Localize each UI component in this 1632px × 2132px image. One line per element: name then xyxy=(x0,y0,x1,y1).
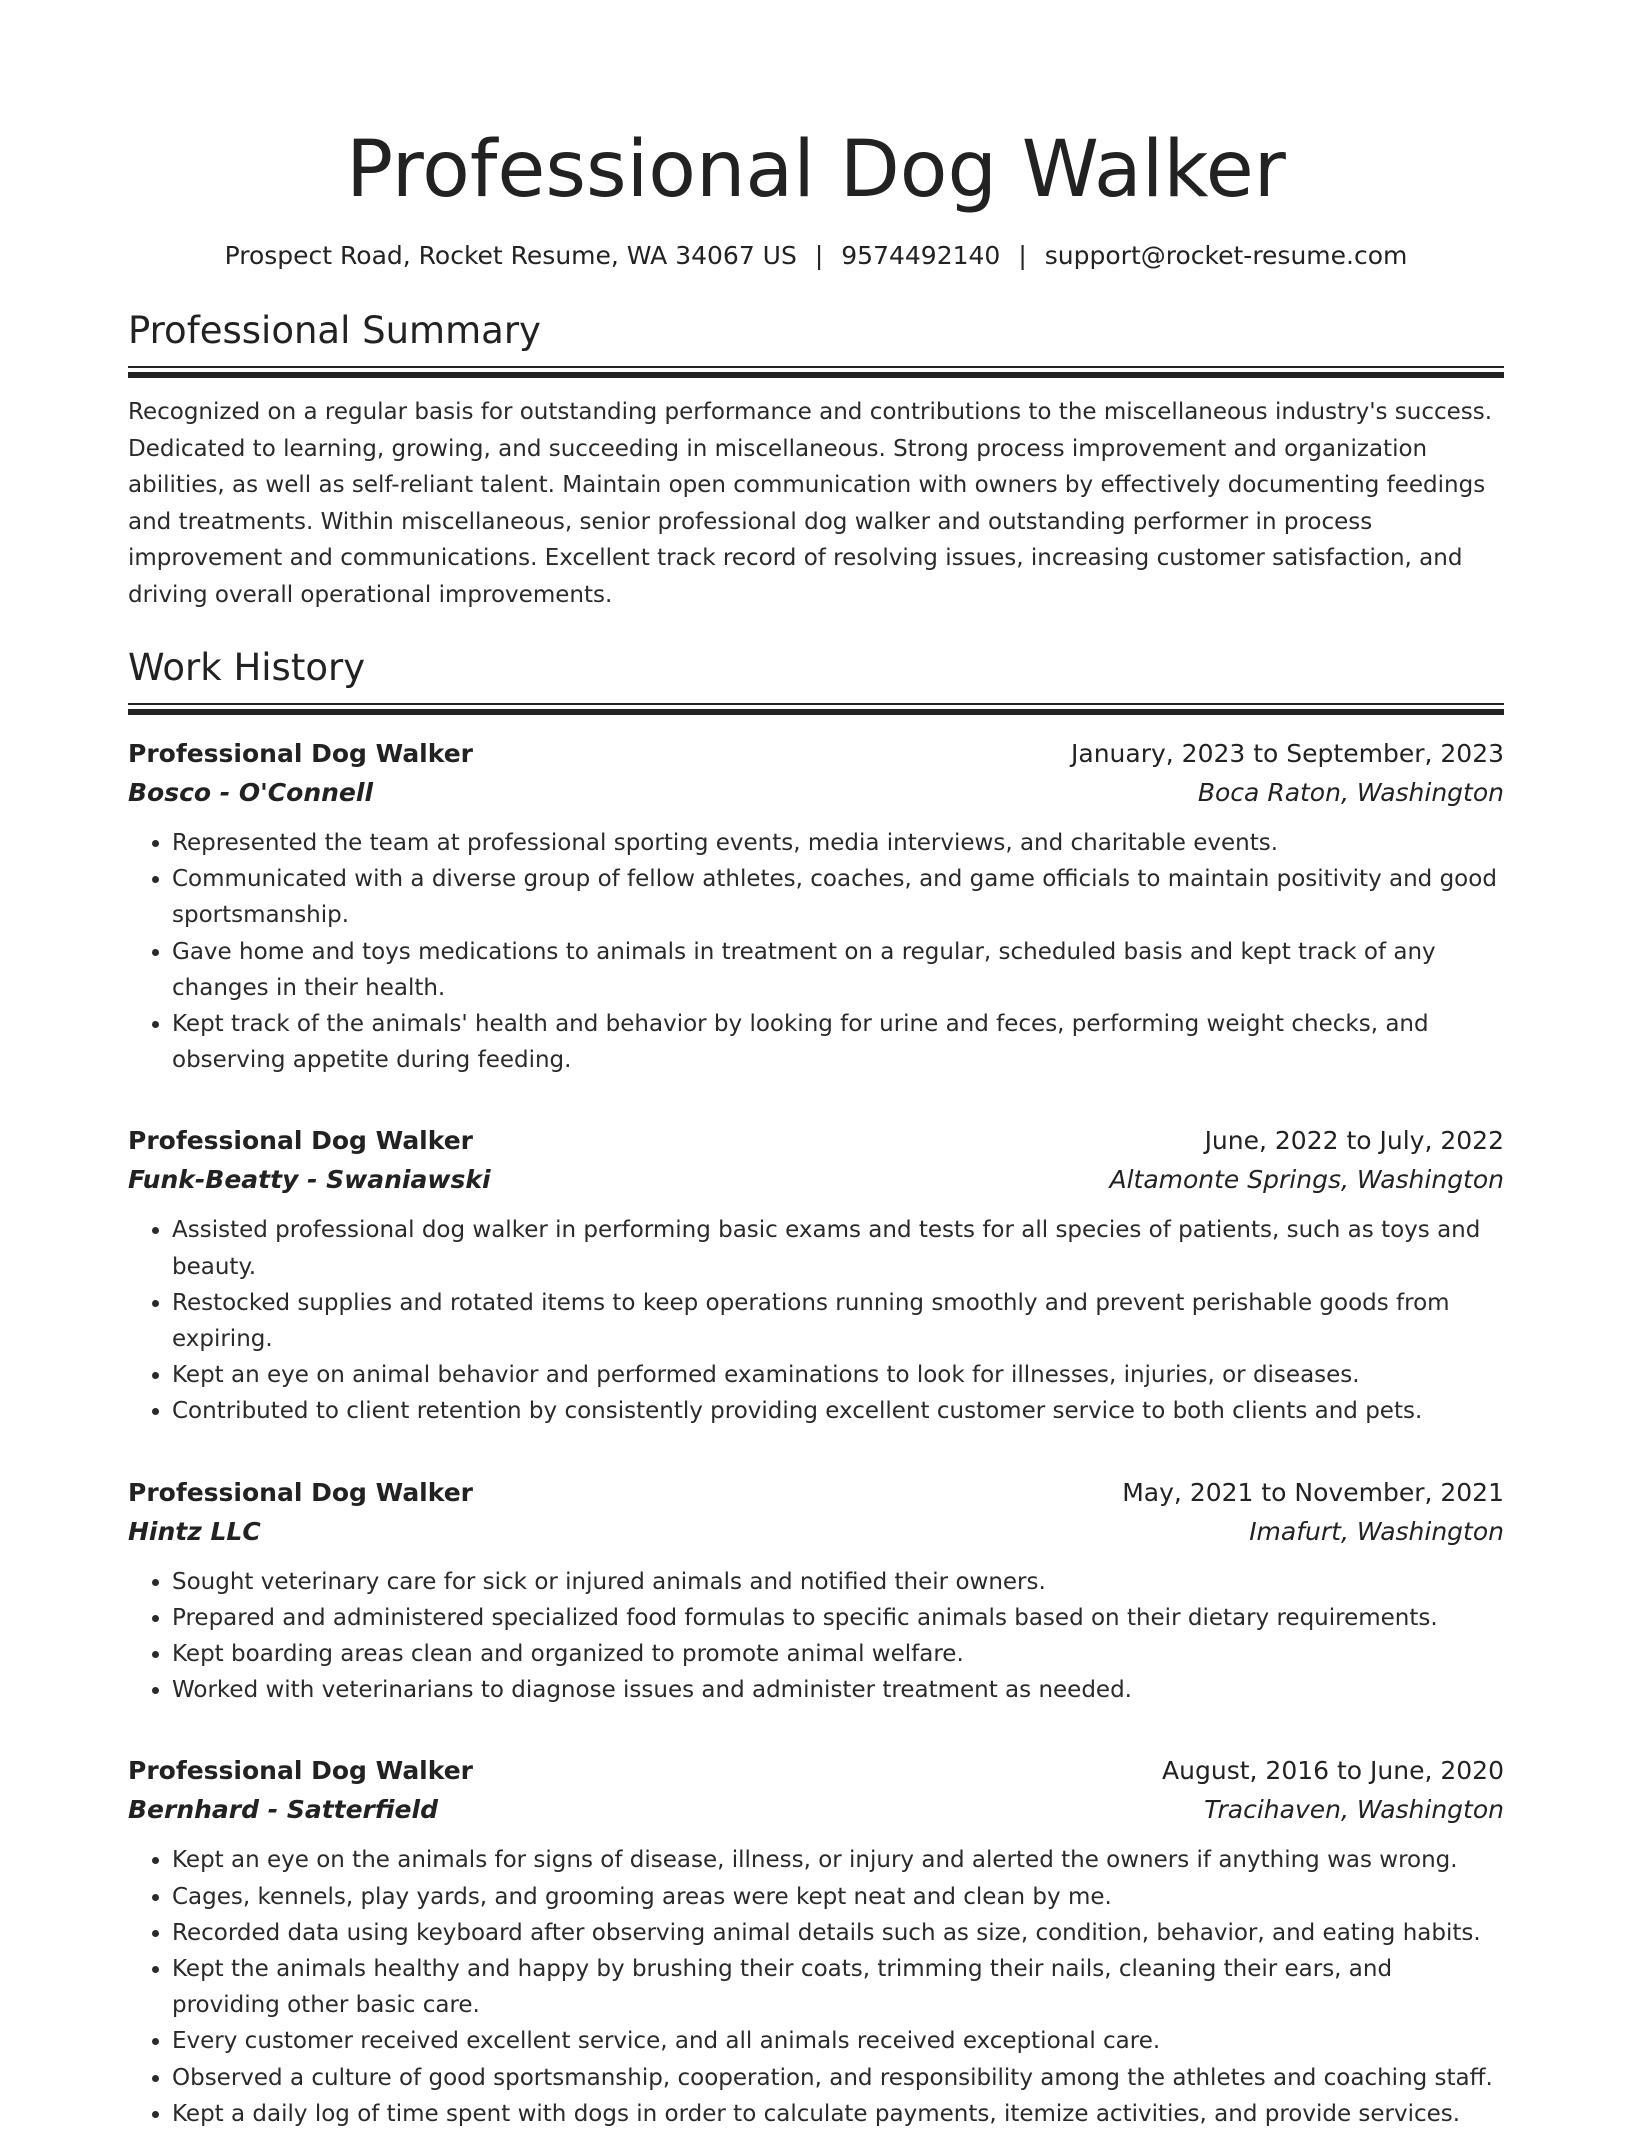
job-bullets xyxy=(128,1212,1504,1429)
job-company: Bernhard - Satterfield xyxy=(128,1795,438,1825)
job-location: Imafurt, Washington xyxy=(1249,1516,1504,1546)
job-bullet: • Kept an eye on animal behavior and performed examinations to look for illnesses, injuries, or diseases. xyxy=(172,1357,1504,1393)
job-entry xyxy=(128,735,1504,1078)
job-bullet: • Worked with veterinarians to diagnose issues and administer treatment as needed. xyxy=(172,1672,1504,1708)
job-location: Altamonte Springs, Washington xyxy=(1109,1165,1504,1195)
job-bullet: • Represented the team at professional sporting events, media interviews, and charitable events. xyxy=(172,825,1504,861)
candidate-name: Professional Dog Walker xyxy=(346,125,1286,215)
job-title: Professional Dog Walker xyxy=(128,739,473,768)
job-bullet: • Prepared and administered specialized food formulas to specific animals based on their dietary requirements. xyxy=(172,1600,1504,1636)
job-bullet: • Gave home and toys medications to animals in treatment on a regular, scheduled basis and kept track of any changes in their health. xyxy=(172,934,1504,1006)
job-company: Funk-Beatty - Swaniawski xyxy=(128,1165,491,1195)
work-history-heading: Work History xyxy=(128,646,366,689)
job-bullets xyxy=(128,1564,1504,1709)
job-bullet: • Restocked supplies and rotated items to keep operations running smoothly and prevent perishable goods from expiring. xyxy=(172,1285,1504,1357)
summary-heading: Professional Summary xyxy=(128,309,541,352)
section-divider xyxy=(128,366,1504,378)
job-dates: August, 2016 to June, 2020 xyxy=(1162,1756,1504,1786)
contact-separator: | xyxy=(814,241,824,270)
job-title: Professional Dog Walker xyxy=(128,1756,473,1786)
contact-phone: 9574492140 xyxy=(841,241,1001,270)
job-location: Tracihaven, Washington xyxy=(1204,1795,1504,1825)
job-bullet: • Communicated with a diverse group of fellow athletes, coaches, and game officials to maintain positivity and good sportsmanship. xyxy=(172,861,1504,933)
job-bullet: • Kept a daily log of time spent with dogs in order to calculate payments, itemize activities, and provide services. xyxy=(172,2096,1504,2132)
job-dates: May, 2021 to November, 2021 xyxy=(1122,1477,1504,1507)
job-bullet: • Contributed to client retention by consistently providing excellent customer service to both clients and pets. xyxy=(172,1393,1504,1429)
job-title: Professional Dog Walker xyxy=(128,1477,473,1507)
job-title: Professional Dog Walker xyxy=(128,1126,473,1156)
job-entry xyxy=(128,1122,1504,1429)
job-bullet: • Kept the animals healthy and happy by brushing their coats, trimming their nails, cleaning their ears, and providing other basic care. xyxy=(172,1951,1504,2023)
job-company: Bosco - O'Connell xyxy=(128,778,374,807)
job-bullet: • Every customer received excellent service, and all animals received exceptional care. xyxy=(172,2023,1504,2059)
job-dates: January, 2023 to September, 2023 xyxy=(1071,739,1504,768)
summary-text: Recognized on a regular basis for outstanding performance and contributions to the miscellaneous industry's success. Dedicated to learning, growing, and succeeding in miscellaneous. Strong process improvement and organization abilities, as well as self-reliant talent. Maintain open communication with owners by effectively documenting feedings and treatments. Within miscellaneous, senior professional dog walker and outstanding performer in process improvement and communications. Excellent track record of resolving issues, increasing customer satisfaction, and driving overall operational improvements. xyxy=(128,399,1493,608)
job-bullets xyxy=(128,1842,1504,2132)
job-entry xyxy=(128,1752,1504,2132)
contact-email: support@rocket-resume.com xyxy=(1044,241,1408,270)
section-divider xyxy=(128,703,1504,715)
job-bullet: • Cages, kennels, play yards, and grooming areas were kept neat and clean by me. xyxy=(172,1879,1504,1915)
contact-address: Prospect Road, Rocket Resume, WA 34067 US xyxy=(224,241,797,270)
contact-line xyxy=(128,240,1504,272)
job-bullet: • Kept an eye on the animals for signs of disease, illness, or injury and alerted the owners if anything was wrong. xyxy=(172,1842,1504,1878)
job-bullet: • Observed a culture of good sportsmanship, cooperation, and responsibility among the athletes and coaching staff. xyxy=(172,2060,1504,2096)
job-bullet: • Assisted professional dog walker in performing basic exams and tests for all species of patients, such as toys and beauty. xyxy=(172,1212,1504,1284)
job-dates: June, 2022 to July, 2022 xyxy=(1204,1126,1504,1156)
job-entry xyxy=(128,1474,1504,1709)
contact-separator: | xyxy=(1018,241,1027,270)
job-location: Boca Raton, Washington xyxy=(1197,778,1504,807)
job-company: Hintz LLC xyxy=(128,1516,261,1546)
job-bullet: • Sought veterinary care for sick or injured animals and notified their owners. xyxy=(172,1564,1504,1600)
job-list xyxy=(128,735,1504,2132)
job-bullet: • Recorded data using keyboard after observing animal details such as size, condition, behavior, and eating habits. xyxy=(172,1915,1504,1951)
job-bullet: • Kept boarding areas clean and organized to promote animal welfare. xyxy=(172,1636,1504,1672)
job-bullets xyxy=(128,825,1504,1078)
job-bullet: • Kept track of the animals' health and behavior by looking for urine and feces, performing weight checks, and observing appetite during feeding. xyxy=(172,1006,1504,1078)
